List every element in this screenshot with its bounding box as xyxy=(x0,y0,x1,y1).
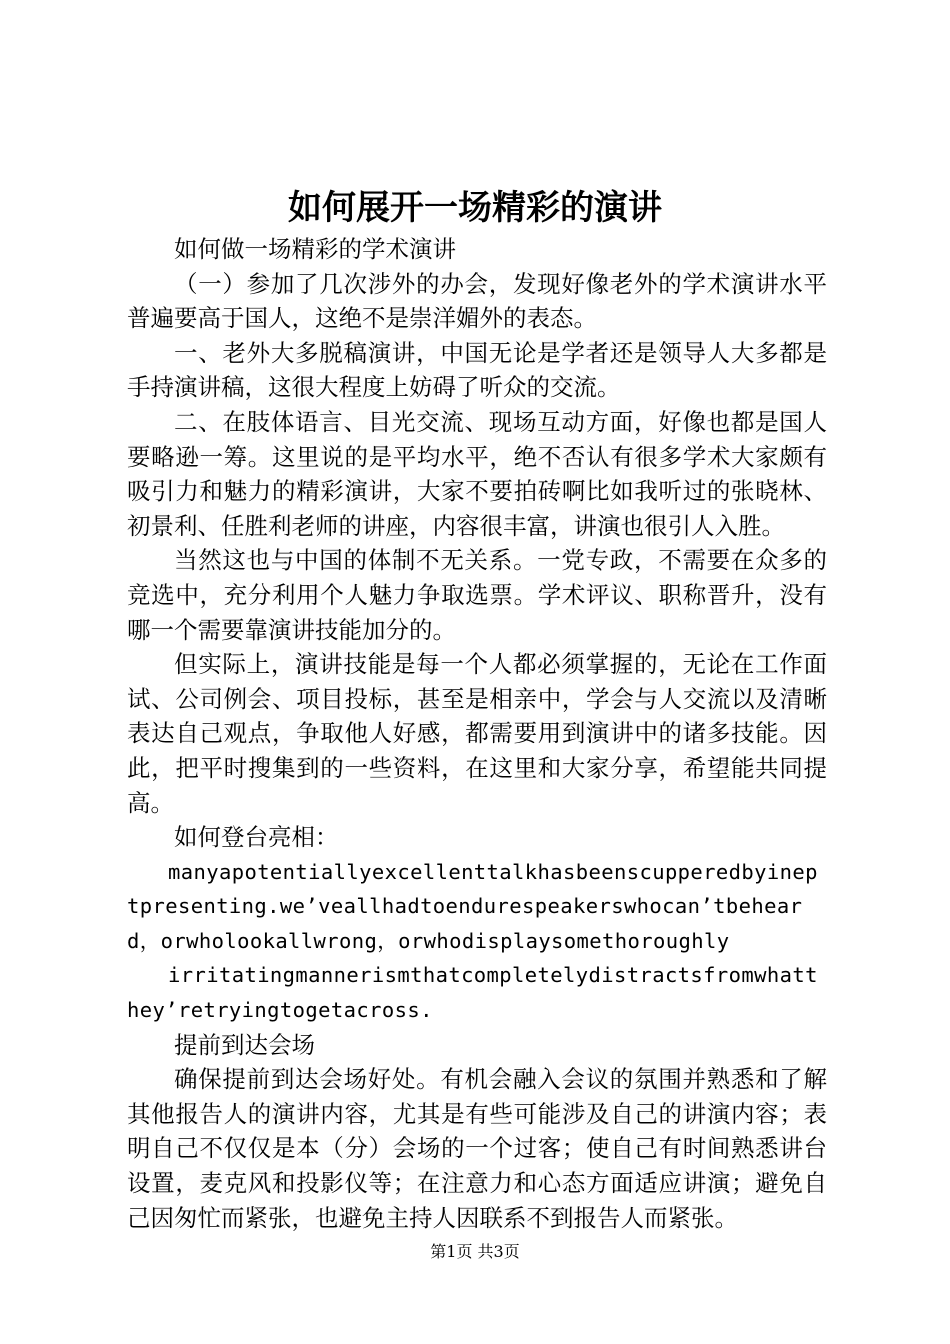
paragraph-subtitle: 如何做一场精彩的学术演讲 xyxy=(174,235,456,263)
section-heading-stage: 如何登台亮相： xyxy=(174,823,339,852)
paragraph-point-1: 一、老外大多脱稿演讲，中国无论是学者还是领导人大多都是手持演讲稿，这很大程度上妨碍了听众的交流。 xyxy=(127,338,827,402)
document-title: 如何展开一场精彩的演讲 xyxy=(288,188,662,228)
page-footer: 第1页 共3页 xyxy=(430,1242,520,1261)
paragraph-english-2: irritatingmannerismthatcompletelydistractsfromwhatthey’retryingtogetacross. xyxy=(127,963,818,1023)
paragraph-point-2: 二、在肢体语言、目光交流、现场互动方面，好像也都是国人要略逊一筹。这里说的是平均水平，绝不否认有很多学术大家颇有吸引力和魅力的精彩演讲，大家不要拍砖啊比如我听过的张晓林、初景利、任胜利老师的讲座，内容很丰富，讲演也很引人入胜。 xyxy=(127,407,827,540)
section-heading-arrive: 提前到达会场 xyxy=(174,1030,315,1059)
paragraph-intro: （一）参加了几次涉外的办会，发现好像老外的学术演讲水平普遍要高于国人，这绝不是崇洋媚外的表态。 xyxy=(127,269,827,333)
paragraph-english-1: manyapotentiallyexcellenttalkhasbeenscupperedbyineptpresenting.we’veallhadtoendurespeakerswhocan’tbeheard，orwholookallwrong，orwhodisplaysomethoroughly xyxy=(127,859,818,953)
paragraph-arrive-early: 确保提前到达会场好处。有机会融入会议的氛围并熟悉和了解其他报告人的演讲内容，尤其是有些可能涉及自己的讲演内容；表明自己不仅仅是本（分）会场的一个过客；使自己有时间熟悉讲台设置，麦克风和投影仪等；在注意力和心态方面适应讲演；避免自己因匆忙而紧张，也避免主持人因联系不到报告人而紧张。 xyxy=(127,1065,827,1232)
paragraph-skills: 但实际上，演讲技能是每一个人都必须掌握的，无论在工作面试、公司例会、项目投标，甚至是相亲中，学会与人交流以及清晰表达自己观点，争取他人好感，都需要用到演讲中的诸多技能。因此，把平时搜集到的一些资料，在这里和大家分享，希望能共同提高。 xyxy=(127,650,827,817)
paragraph-system: 当然这也与中国的体制不无关系。一党专政，不需要在众多的竞选中，充分利用个人魅力争取选票。学术评议、职称晋升，没有哪一个需要靠演讲技能加分的。 xyxy=(127,546,827,644)
document-body xyxy=(127,232,827,1235)
